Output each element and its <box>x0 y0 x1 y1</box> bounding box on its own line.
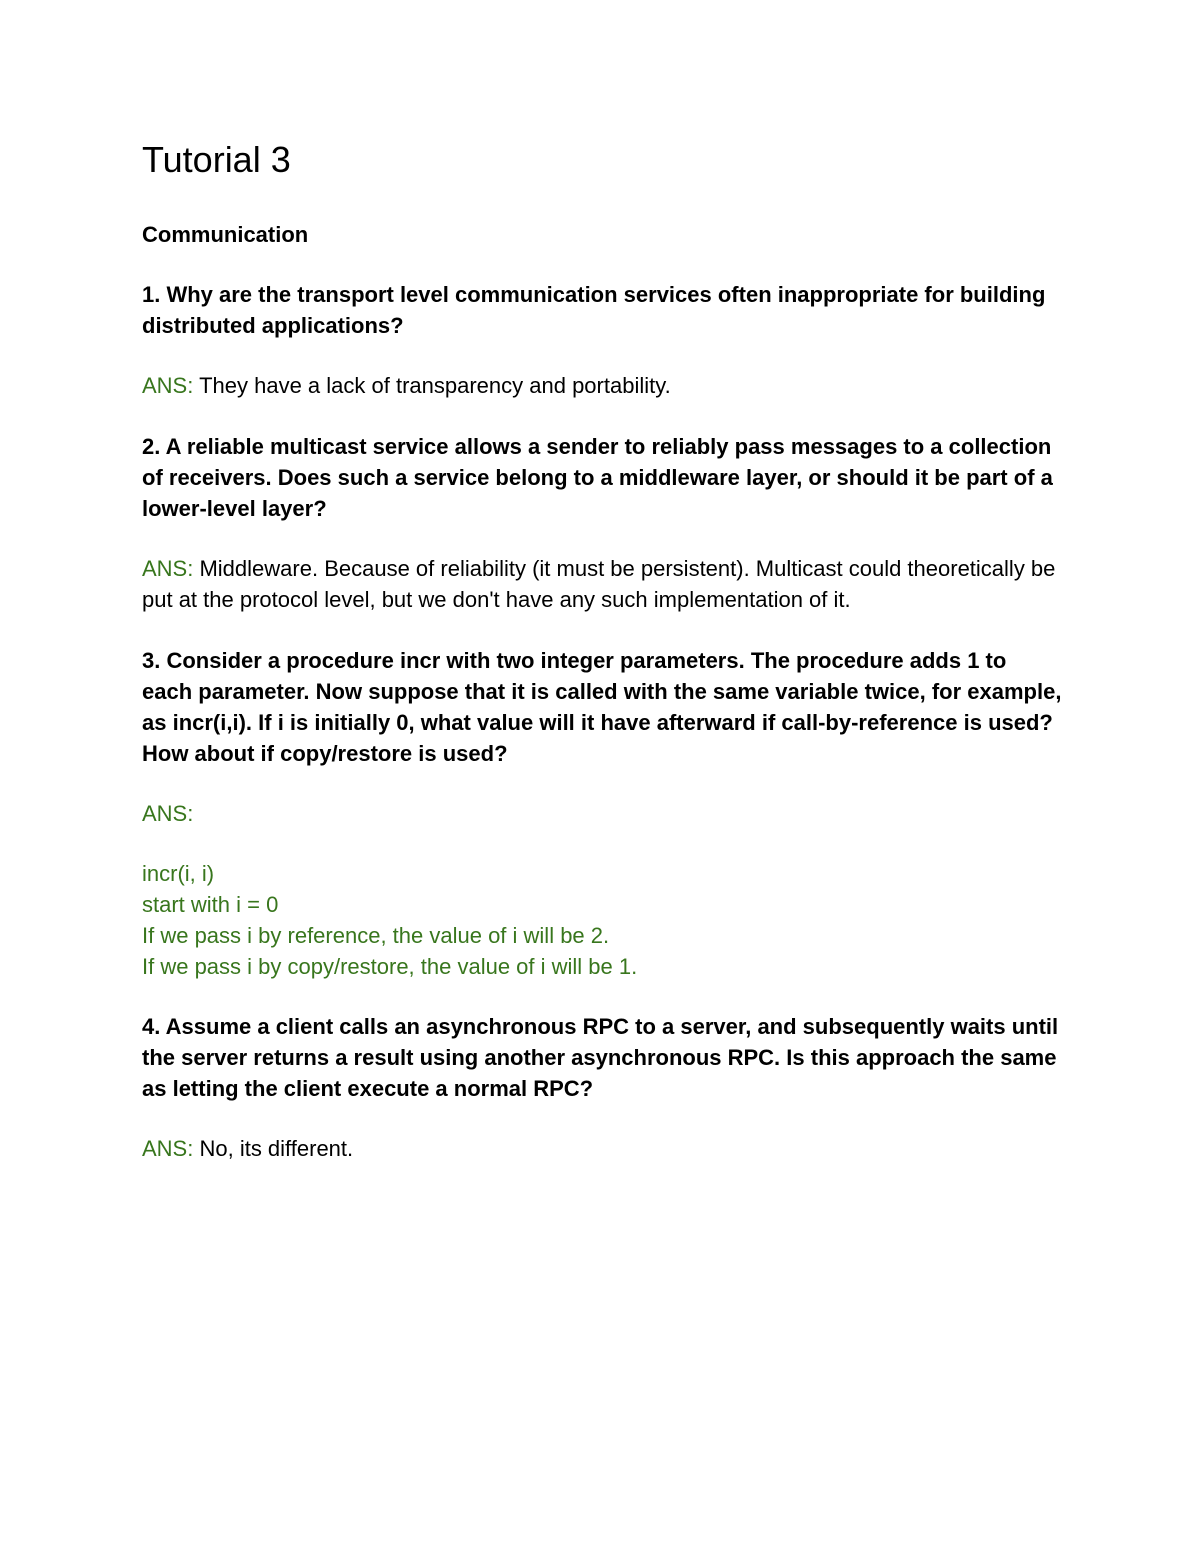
answer-3-line: If we pass i by copy/restore, the value of i will be 1. <box>142 953 638 979</box>
question-4: 4. Assume a client calls an asynchronous RPC to a server, and subsequently waits until the server returns a result using another asynchronous RPC. Is this approach the same as letting the client execute a normal RPC? <box>142 1013 1059 1101</box>
document-page <box>142 138 1062 1193</box>
document-title: Tutorial 3 <box>142 139 291 180</box>
answer-1-label: ANS: <box>142 373 194 398</box>
section-heading: Communication <box>142 222 309 247</box>
answer-3-label-block <box>142 798 1062 829</box>
answer-4 <box>142 1133 1062 1165</box>
answer-2 <box>142 553 1062 616</box>
answer-3-line: If we pass i by reference, the value of i will be 2. <box>142 922 610 948</box>
answer-1-text: They have a lack of transparency and portability. <box>193 373 671 398</box>
answer-3-label: ANS: <box>142 800 194 826</box>
question-2: 2. A reliable multicast service allows a sender to reliably pass messages to a collection of receivers. Does such a service belong to a middleware layer, or should it be part of a lower-level layer? <box>142 433 1053 521</box>
answer-3-lines <box>142 858 1062 982</box>
answer-3-line: start with i = 0 <box>142 891 279 917</box>
answer-2-label: ANS: <box>142 555 194 581</box>
answer-2-text: Middleware. Because of reliability (it must be persistent). Multicast could theoretically be put at the protocol level, but we don't have any such implementation of it. <box>142 555 1056 612</box>
question-3: 3. Consider a procedure incr with two integer parameters. The procedure adds 1 to each parameter. Now suppose that it is called with the same variable twice, for example, as incr(i,i). If i is initially 0, what value will it have afterward if call-by-reference is used? How about if copy/restore is used? <box>142 647 1062 766</box>
question-1: 1. Why are the transport level communication services often inappropriate for building distributed applications? <box>142 282 1046 338</box>
answer-4-label: ANS: <box>142 1135 194 1161</box>
answer-1 <box>142 370 1062 402</box>
answer-3-line: incr(i, i) <box>142 860 215 886</box>
answer-4-text: No, its different. <box>193 1135 354 1161</box>
